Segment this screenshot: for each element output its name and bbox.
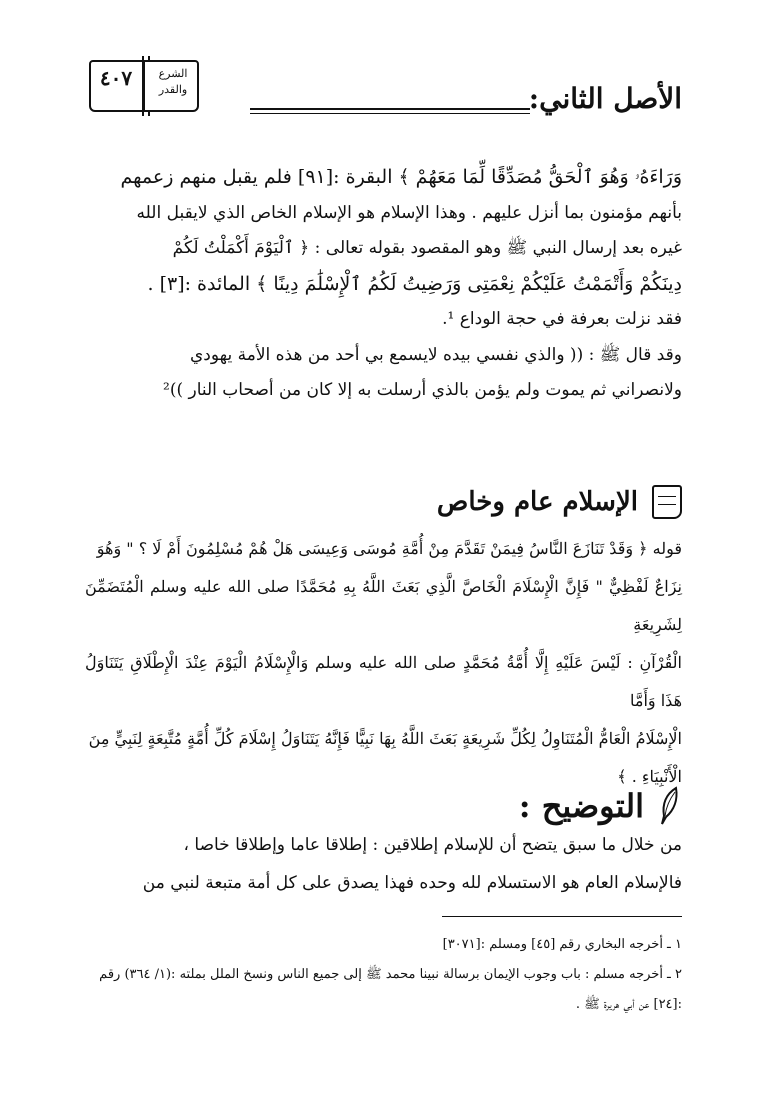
page-number: ٤٠٧ bbox=[99, 66, 133, 90]
page-header bbox=[85, 48, 682, 120]
footnote: ٢ ـ أخرجه مسلم : باب وجوب الإيمان برسالة نبينا محمد ﷺ إلى جميع الناس ونسخ الملل بملته :(١/ ٣٦٤) رقم bbox=[99, 967, 682, 982]
section-heading bbox=[437, 480, 682, 524]
book-icon bbox=[85, 54, 203, 120]
body-line: فقد نزلت بعرفة في حجة الوداع ¹. bbox=[442, 309, 682, 329]
footnote: ١ ـ أخرجه البخاري رقم [٤٥] ومسلم :[٣٠٧١] bbox=[442, 937, 682, 952]
footnote: :[٢٤] عن أبي هريرة ﷺ . bbox=[575, 997, 682, 1012]
body-line: وقد قال ﷺ : (( والذي نفسي بيده لايسمع بي أحد من هذه الأمة يهودي bbox=[189, 344, 682, 365]
footnotes bbox=[85, 930, 682, 1020]
footnote-rule bbox=[442, 916, 682, 917]
scroll-icon bbox=[652, 485, 682, 519]
matn-line: الْقُرْآنِ : لَيْسَ عَلَيْهِ إِلَّا أُمَّةُ مُحَمَّدٍ صلى الله عليه وسلم وَالْإِسْلَامُ الْيَوْمَ عِنْدَ الْإِطْلَاقِ يَتَنَاوَلُ هَذَا وَأَمَّا bbox=[85, 653, 682, 710]
book-section-label: الشرع والقدر bbox=[158, 67, 188, 96]
section-title: الإسلام عام وخاص bbox=[436, 487, 638, 517]
quill-icon bbox=[656, 786, 682, 826]
explanation-line: فالإسلام العام هو الاستسلام لله وحده فهذا يصدق على كل أمة متبعة لنبي من bbox=[142, 873, 682, 893]
matn-line: الْإِسْلَامُ الْعَامُّ الْمُتَنَاوِلُ لِكُلِّ شَرِيعَةٍ بَعَثَ اللَّهُ بِهَا نَبِيًّا فَإِنَّهُ يَتَنَاوَلُ إِسْلَامَ كُلِّ أُمَّةٍ مُتَّبِعَةٍ لِنَبِيٍّ مِنَ bbox=[88, 729, 682, 748]
chapter-title: الأصل الثاني: bbox=[528, 82, 682, 115]
body-line: بأنهم مؤمنون بما أنزل عليهم . وهذا الإسلام هو الإسلام الخاص الذي لايقبل الله bbox=[136, 202, 682, 223]
matn-line: الْأَنْبِيَاءِ . ﴾ bbox=[617, 767, 682, 786]
explanation-heading bbox=[519, 782, 682, 830]
matn-line: نِزَاعٌ لَفْظِيٌّ " فَإِنَّ الْإِسْلَامَ الْخَاصَّ الَّذِي بَعَثَ اللَّهُ بِهِ مُحَمَّدًا صلى الله عليه وسلم الْمُتَضَمِّنَ لِشَرِيعَةِ bbox=[85, 577, 682, 634]
matn-line: قوله ﴿ وَقَدْ تَنَازَعَ النَّاسُ فِيمَنْ تَقَدَّمَ مِنْ أُمَّةِ مُوسَى وَعِيسَى هَلْ هُمْ مُسْلِمُونَ أَمْ لَا ؟ " وَهُوَ bbox=[96, 539, 682, 558]
explanation-title: التوضيح : bbox=[518, 787, 644, 825]
explanation-text bbox=[85, 826, 682, 902]
header-rule bbox=[250, 108, 530, 114]
body-line: وَرَاءَهُۥ وَهُوَ ٱلْحَقُّ مُصَدِّقًا لِّمَا مَعَهُمْ ﴾ البقرة :[٩١] فلم يقبل منهم زعمهم bbox=[120, 166, 682, 188]
explanation-line: من خلال ما سبق يتضح أن للإسلام إطلاقين : إطلاقا عاما وإطلاقا خاصا ، bbox=[183, 835, 682, 855]
matn-text bbox=[85, 530, 682, 796]
body-line: غيره بعد إرسال النبي ﷺ وهو المقصود بقوله تعالى : ﴿ ٱلْيَوْمَ أَكْمَلْتُ لَكُمْ bbox=[172, 238, 682, 258]
body-line: ولانصراني ثم يموت ولم يؤمن بالذي أرسلت به إلا كان من أصحاب النار ))² bbox=[162, 380, 682, 400]
body-line: دِينَكُمْ وَأَتْمَمْتُ عَلَيْكُمْ نِعْمَتِى وَرَضِيتُ لَكُمُ ٱلْإِسْلَٰمَ دِينًا ﴾ المائدة :[٣] . bbox=[147, 272, 682, 295]
body-text bbox=[85, 160, 682, 409]
